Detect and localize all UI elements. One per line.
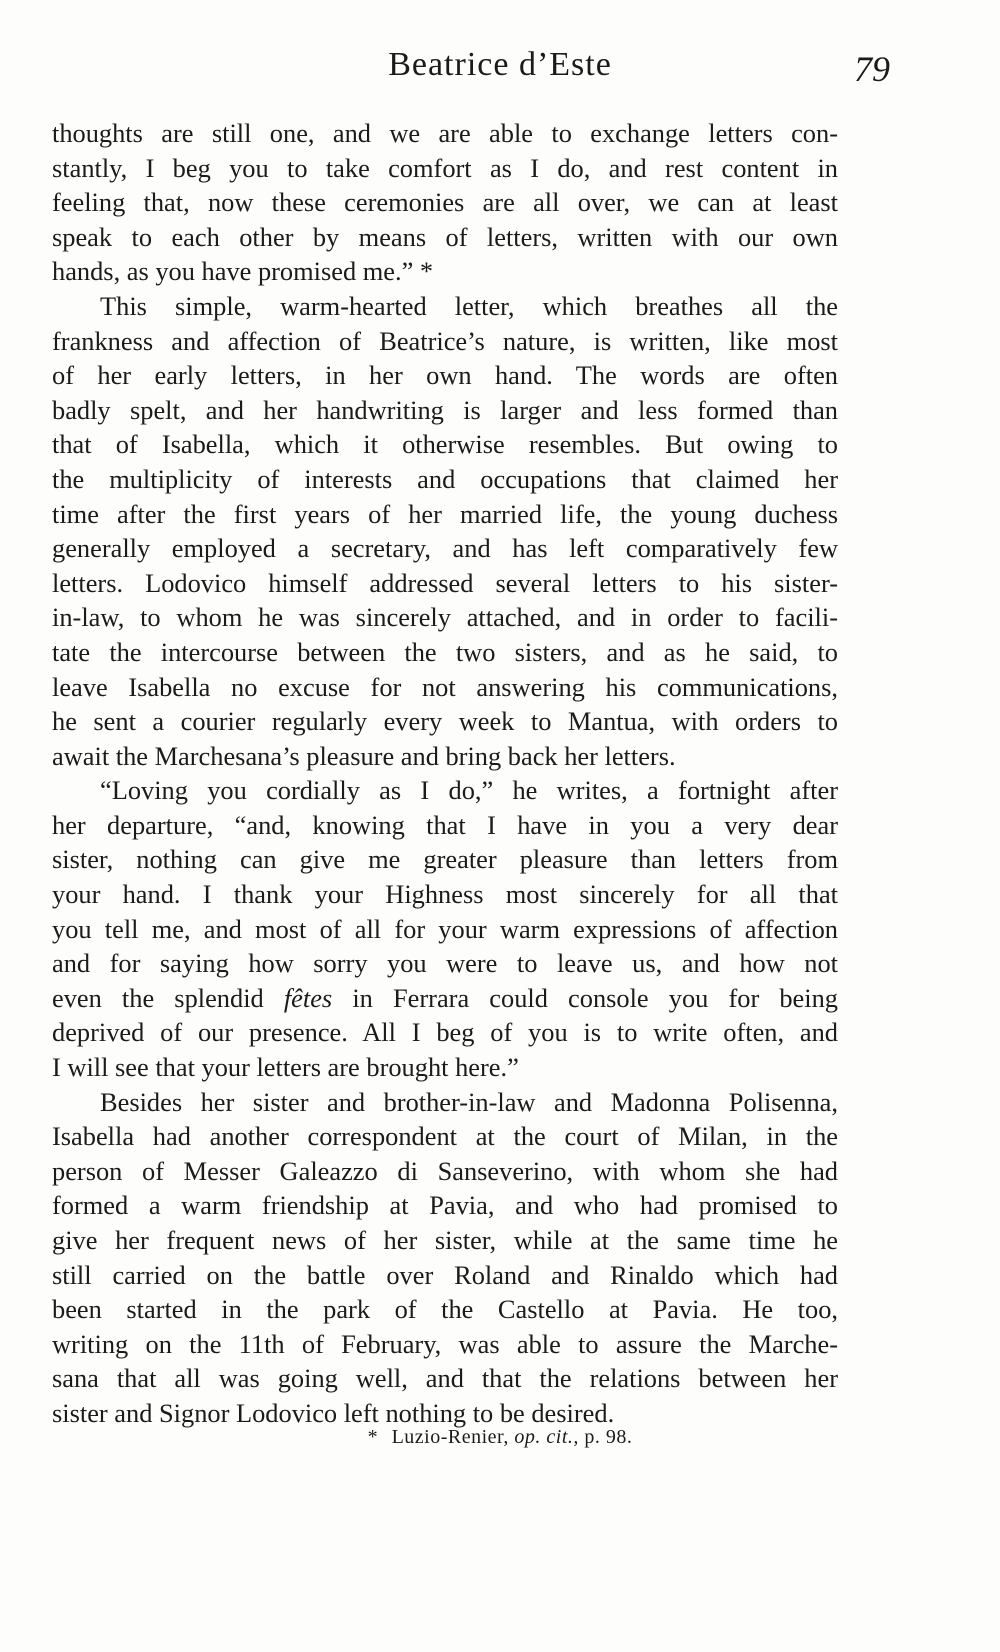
text-line: thoughts are still one, and we are able to exchange letters con-: [52, 118, 838, 148]
text-line: sana that all was going well, and that the relations between her: [52, 1363, 838, 1394]
text-line: her departure, “and, knowing that I have in you a very dear: [52, 809, 838, 840]
text-line: writing on the 11th of February, was able to assure the Marche-: [52, 1328, 838, 1359]
footnote-citation: op. cit.,: [514, 1426, 579, 1448]
paragraph: [52, 1085, 838, 1431]
text-line: of her early letters, in her own hand. The words are often: [52, 360, 838, 391]
text-line: This simple, warm-hearted letter, which breathes all the: [100, 290, 838, 321]
text-line: sister, nothing can give me greater pleasure than letters from: [52, 844, 838, 875]
text-line: and for saying how sorry you were to leave us, and how not: [52, 948, 838, 979]
text-line: “Loving you cordially as I do,” he writes, a fortnight after: [100, 775, 838, 806]
text-line: the multiplicity of interests and occupations that claimed her: [52, 463, 838, 494]
text-line: that of Isabella, which it otherwise resembles. But owing to: [52, 429, 838, 460]
text-line: await the Marchesana’s pleasure and bring back her letters.: [52, 740, 676, 771]
footnote-page: p. 98.: [584, 1426, 633, 1448]
text-line: tate the intercourse between the two sisters, and as he said, to: [52, 636, 838, 667]
text-line: he sent a courier regularly every week to Mantua, with orders to: [52, 706, 838, 737]
footnote-author: Luzio-Renier,: [391, 1426, 509, 1448]
text-line: sister and Signor Lodovico left nothing to be desired.: [52, 1397, 615, 1428]
text-line: feeling that, now these ceremonies are all over, we can at least: [52, 187, 838, 218]
italic-word: fêtes: [283, 982, 333, 1013]
text-line: you tell me, and most of all for your warm expressions of affection: [52, 913, 838, 944]
text-line: been started in the park of the Castello at Pavia. He too,: [52, 1294, 838, 1325]
text-line: Isabella had another correspondent at the court of Milan, in the: [52, 1121, 838, 1152]
text-line: still carried on the battle over Roland and Rinaldo which had: [52, 1259, 838, 1290]
paragraph: [52, 289, 838, 773]
text-line: letters. Lodovico himself addressed several letters to his sister-: [52, 567, 838, 598]
text-line: I will see that your letters are brought here.”: [52, 1052, 519, 1083]
text-line: in-law, to whom he was sincerely attached, and in order to facili-: [52, 602, 838, 633]
body-text: [52, 116, 838, 1431]
text-line: person of Messer Galeazzo di Sanseverino, with whom she had: [52, 1155, 838, 1186]
text-line: generally employed a secretary, and has left comparatively few: [52, 533, 838, 564]
text-line: your hand. I thank your Highness most sincerely for all that: [52, 879, 838, 910]
paragraph: [52, 116, 838, 289]
text-line: stantly, I beg you to take comfort as I do, and rest content in: [52, 152, 838, 183]
paragraph: [52, 773, 838, 1084]
text-line: deprived of our presence. All I beg of you is to write often, and: [52, 1017, 838, 1048]
running-title: Beatrice d’Este: [388, 46, 612, 83]
text-line: even the splendid fêtes in Ferrara could console you for being: [52, 982, 838, 1013]
footnote-mark: *: [367, 1426, 379, 1448]
running-header: [0, 38, 1000, 98]
text-line: speak to each other by means of letters, written with our own: [52, 221, 838, 252]
text-line: time after the first years of her married life, the young duchess: [52, 498, 838, 529]
text-line: frankness and affection of Beatrice’s nature, is written, like most: [52, 325, 838, 356]
text-line: badly spelt, and her handwriting is larger and less formed than: [52, 394, 838, 425]
text-line: formed a warm friendship at Pavia, and who had promised to: [52, 1190, 838, 1221]
text-line: give her frequent news of her sister, while at the same time he: [52, 1225, 838, 1255]
text-line: hands, as you have promised me.” *: [52, 256, 434, 287]
text-line: leave Isabella no excuse for not answering his communications,: [52, 671, 838, 702]
footnote: [0, 1426, 1000, 1449]
page-number: 79: [854, 49, 890, 89]
text-line: Besides her sister and brother-in-law and Madonna Polisenna,: [100, 1086, 838, 1117]
